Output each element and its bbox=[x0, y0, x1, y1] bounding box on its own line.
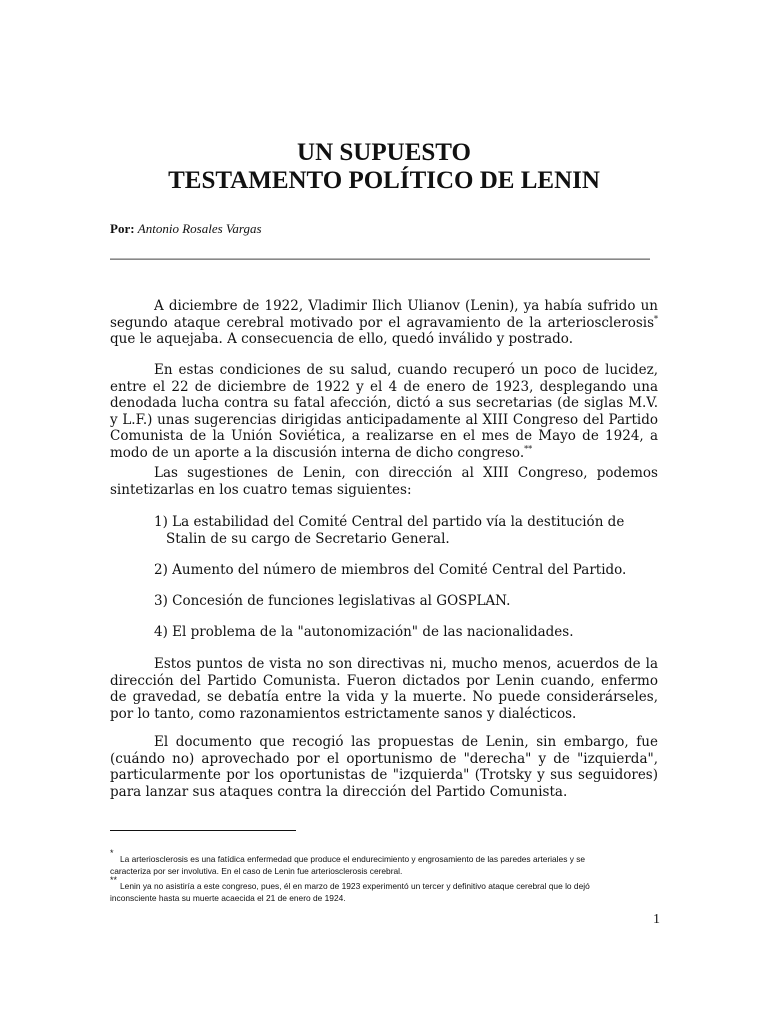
paragraph-2-text: En estas condiciones de su salud, cuando recuperó un poco de lucidez, entre el 22 de diciembre de 1922 y el 4 de enero de 1923, desplegando una denodada lucha contra su fatal afección, dictó a sus secretarias (de siglas M.V. y L.F.) unas sugerencias dirigidas anticipadamente al XIII Congreso del Partido Comunista de la Unión Soviética, a realizarse en el mes de Mayo de 1924, a modo de un aporte a la discusión interna de dicho congreso. bbox=[110, 362, 658, 461]
paragraph-1 bbox=[110, 298, 658, 348]
list-item: 2) Aumento del número de miembros del Comité Central del Partido. bbox=[154, 562, 627, 578]
paragraph-4: Estos puntos de vista no son directivas ni, mucho menos, acuerdos de la dirección del Partido Comunista. Fueron dictados por Lenin cuando, enfermo de gravedad, se debatía entre la vida y la muerte. No puede considerárseles, por lo tanto, como razonamientos estrictamente sanos y dialécticos. bbox=[110, 656, 658, 722]
separator-line: ————————————————————————————————————————————— bbox=[110, 251, 650, 265]
paragraph-3: Las sugestiones de Lenin, con dirección al XIII Congreso, podemos sintetizarlas en los cuatro temas siguientes: bbox=[110, 465, 658, 498]
paragraph-2 bbox=[110, 362, 658, 461]
footnote-2-text-cont: inconsciente hasta su muerte acaecida el 21 de enero de 1924. bbox=[110, 893, 346, 903]
page-number: 1 bbox=[653, 912, 660, 927]
footnote-1 bbox=[110, 848, 658, 877]
list-item: 4) El problema de la "autonomización" de las nacionalidades. bbox=[154, 624, 574, 640]
byline-label: Por: bbox=[110, 221, 135, 236]
paragraph-5: El documento que recogió las propuestas de Lenin, sin embargo, fue (cuándo no) aprovechado por el oportunismo de "derecha" y de "izquierda", particularmente por los oportunistas de "izquierda" (Trotsky y sus seguidores) para lanzar sus ataques contra la dirección del Partido Comunista. bbox=[110, 734, 658, 800]
title-line-2: TESTAMENTO POLÍTICO DE LENIN bbox=[168, 167, 600, 194]
byline-author: Antonio Rosales Vargas bbox=[137, 221, 262, 236]
footnote-2 bbox=[110, 875, 658, 904]
title-line-1: UN SUPUESTO bbox=[297, 139, 471, 166]
paragraph-1-text: A diciembre de 1922, Vladimir Ilich Ulianov (Lenin), ya había sufrido un segundo ataque cerebral motivado por el agravamiento de la arteriosclerosis bbox=[110, 298, 658, 331]
byline bbox=[110, 221, 262, 237]
footnote-divider bbox=[110, 830, 296, 831]
footnote-ref-2: ** bbox=[524, 444, 533, 453]
footnote-2-mark: ** bbox=[110, 875, 118, 885]
footnote-1-text: La arteriosclerosis es una fatídica enfermedad que produce el endurecimiento y engrosamiento de las paredes arteriales y se bbox=[120, 854, 586, 864]
footnote-1-text-cont: caracteriza por ser involutiva. En el caso de Lenin fue arteriosclerosis cerebral. bbox=[110, 866, 403, 876]
list-item-1-line-2: Stalin de su cargo de Secretario General. bbox=[166, 530, 450, 547]
paragraph-1-tail: que le aquejaba. A consecuencia de ello, quedó inválido y postrado. bbox=[110, 331, 573, 347]
list-item: 3) Concesión de funciones legislativas al GOSPLAN. bbox=[154, 593, 511, 609]
list-item bbox=[154, 514, 654, 547]
footnote-ref-1: * bbox=[654, 314, 658, 323]
list-item-1-line-1: 1) La estabilidad del Comité Central del partido vía la destitución de bbox=[154, 514, 625, 530]
footnote-2-text: Lenin ya no asistiría a este congreso, pues, él en marzo de 1923 experimentó un tercer y definitivo ataque cerebral que lo dejó bbox=[120, 881, 590, 891]
footnote-1-mark: * bbox=[110, 848, 114, 858]
